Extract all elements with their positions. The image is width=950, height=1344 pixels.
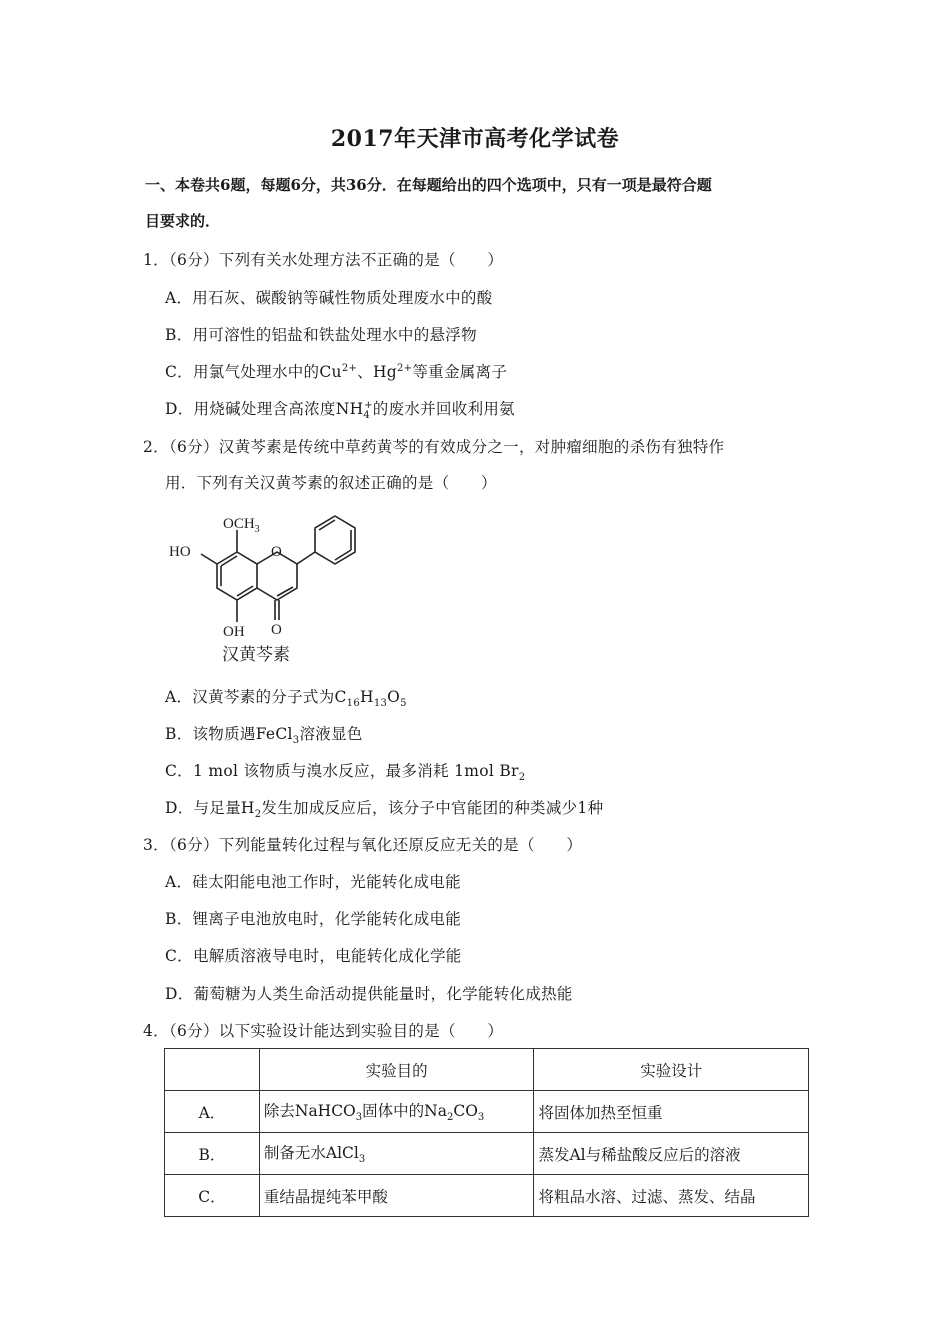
question-3-option-a: A．硅太阳能电池工作时，光能转化成电能 — [165, 873, 461, 891]
question-3-option-c: C．电解质溶液导电时，电能转化成化学能 — [165, 947, 462, 965]
table-header-purpose: 实验目的 — [259, 1049, 534, 1091]
row-design: 蒸发Al与稀盐酸反应后的溶液 — [534, 1133, 809, 1175]
question-2-stem-line2: 用．下列有关汉黄芩素的叙述正确的是（ ） — [165, 474, 497, 492]
question-1-option-b: B．用可溶性的铝盐和铁盐处理水中的悬浮物 — [165, 326, 477, 344]
row-key: A． — [165, 1091, 260, 1133]
row-design: 将粗品水溶、过滤、蒸发、结晶 — [534, 1175, 809, 1217]
question-1-option-d: D．用烧碱处理含高浓度$NH_4^+$的废水并回收利用氨 — [165, 399, 515, 422]
experiment-table — [164, 1048, 809, 1217]
question-3-option-d: D．葡萄糖为人类生命活动提供能量时，化学能转化成热能 — [165, 985, 573, 1003]
row-key: B． — [165, 1133, 260, 1175]
question-3-stem: 3．（6分）下列能量转化过程与氧化还原反应无关的是（ ） — [143, 836, 583, 854]
row-purpose: 制备无水AlCl$_3$ — [259, 1133, 534, 1175]
label-och3: $OCH_3$ — [223, 516, 260, 535]
table-row — [165, 1133, 809, 1175]
label-keto-oxygen: O — [271, 622, 282, 638]
row-purpose: 除去NaHCO$_3$固体中的$Na_2CO_3$ — [259, 1091, 534, 1133]
row-purpose: 重结晶提纯苯甲酸 — [259, 1175, 534, 1217]
section-instruction-line1: 一、本卷共6题，每题6分，共36分．在每题给出的四个选项中，只有一项是最符合题 — [145, 176, 712, 194]
question-2-option-c: C．1 mol 该物质与溴水反应，最多消耗 1mol $Br_2$ — [165, 762, 526, 784]
question-3-option-b: B．锂离子电池放电时，化学能转化成电能 — [165, 910, 462, 928]
row-key: C． — [165, 1175, 260, 1217]
question-1-option-c: C．用氯气处理水中的$Cu^{2+}$、$Hg^{2+}$等重金属离子 — [165, 362, 508, 381]
table-row — [165, 1175, 809, 1217]
page-title: 2017年天津市高考化学试卷 — [330, 126, 620, 152]
label-ring-oxygen: O — [271, 544, 282, 560]
question-2-option-d: D．与足量$H_2$发生加成反应后，该分子中官能团的种类减少1种 — [165, 799, 604, 821]
table-header-row — [165, 1049, 809, 1091]
question-2-stem-line1: 2．（6分）汉黄芩素是传统中草药黄芩的有效成分之一，对肿瘤细胞的杀伤有独特作 — [143, 438, 725, 456]
molecule-caption: 汉黄芩素 — [222, 645, 290, 665]
question-2-option-b: B．该物质遇FeCl$_3$溶液显色 — [165, 725, 363, 747]
question-1-option-a: A．用石灰、碳酸钠等碱性物质处理废水中的酸 — [165, 289, 493, 307]
question-4-stem: 4．（6分）以下实验设计能达到实验目的是（ ） — [143, 1022, 504, 1040]
section-instruction-line2: 目要求的． — [145, 212, 221, 230]
question-2-option-a: A．汉黄芩素的分子式为$C_{16}H_{13}O_5$ — [165, 688, 407, 710]
label-ho: HO — [169, 544, 191, 560]
question-1-stem: 1．（6分）下列有关水处理方法不正确的是（ ） — [143, 251, 504, 269]
table-row — [165, 1091, 809, 1133]
table-header-design: 实验设计 — [534, 1049, 809, 1091]
row-design: 将固体加热至恒重 — [534, 1091, 809, 1133]
label-oh: OH — [223, 624, 245, 640]
table-header-blank — [165, 1049, 260, 1091]
